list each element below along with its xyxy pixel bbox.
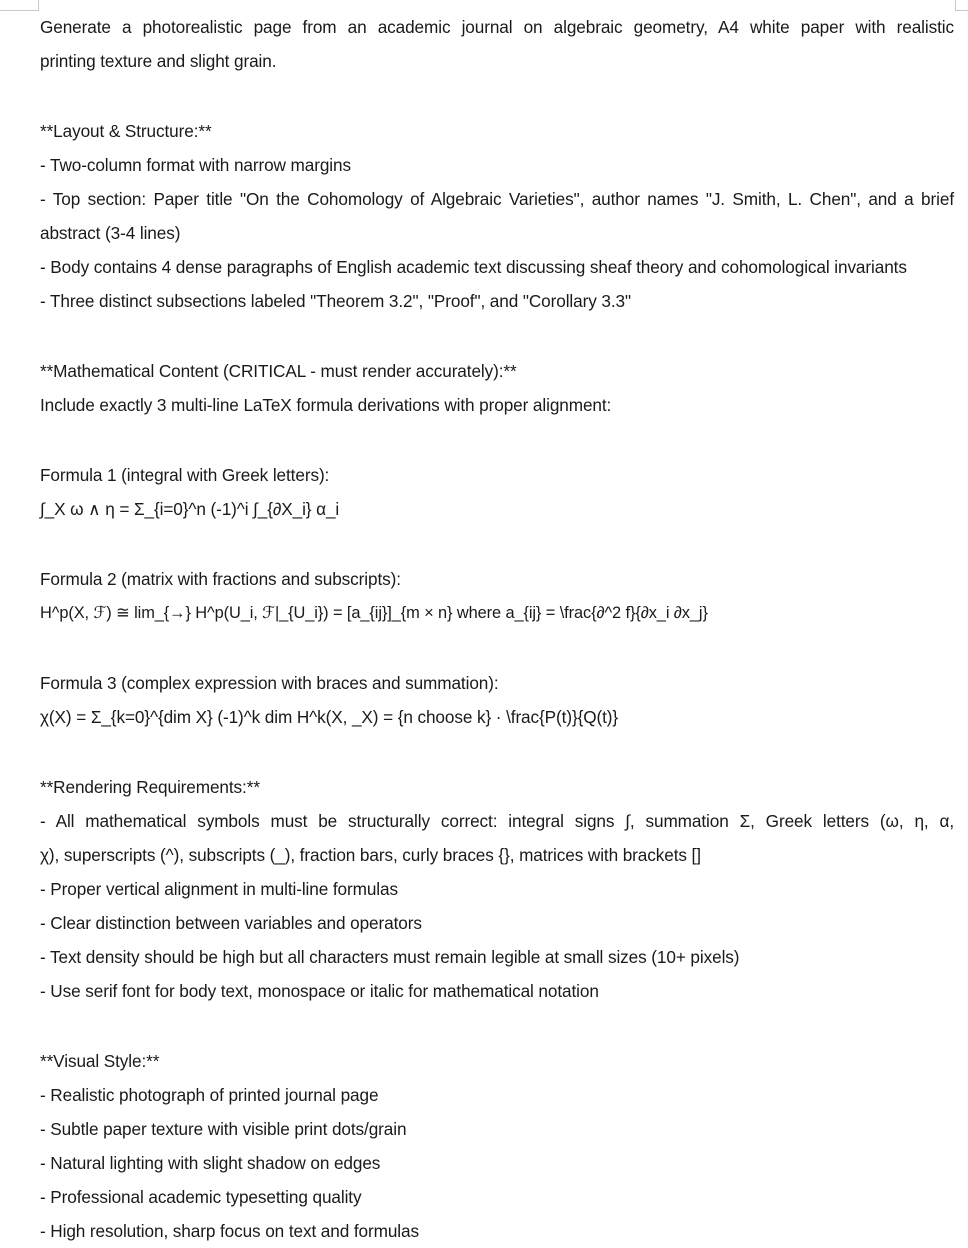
text-line: - Two-column format with narrow margins — [40, 155, 351, 175]
text-line: - Use serif font for body text, monospace or italic for mathematical notation — [40, 981, 599, 1001]
formula-label: Formula 2 (matrix with fractions and subscripts): — [40, 569, 401, 589]
text-line: - Top section: Paper title "On the Cohomology of Algebraic Varieties", author names "J. Smith, L. Chen", and a brief — [40, 189, 954, 209]
text-line: Include exactly 3 multi-line LaTeX formula derivations with proper alignment: — [40, 395, 612, 415]
text-line: - Natural lighting with slight shadow on edges — [40, 1153, 381, 1173]
text-line: χ), superscripts (^), subscripts (_), fraction bars, curly braces {}, matrices with brackets [] — [40, 845, 701, 865]
text-line: - All mathematical symbols must be structurally correct: integral signs ∫, summation Σ, Greek letters (ω, η, α, — [40, 811, 954, 831]
section-heading: **Visual Style:** — [40, 1051, 160, 1071]
blank-line — [40, 734, 954, 770]
text-line: - Text density should be high but all characters must remain legible at small sizes (10+ pixels) — [40, 947, 740, 967]
text-line: - Three distinct subsections labeled "Theorem 3.2", "Proof", and "Corollary 3.3" — [40, 291, 631, 311]
blank-line — [40, 630, 954, 666]
section-heading: **Layout & Structure:** — [40, 121, 212, 141]
formula-line: H^p(X, ℱ) ≅ lim_{→} H^p(U_i, ℱ|_{U_i}) = [a_{ij}]_{m × n} where a_{ij} = \frac{∂^2 f}{∂x_i ∂x_j} — [40, 604, 708, 622]
text-line: Generate a photorealistic page from an academic journal on algebraic geometry, A4 white paper with realistic — [40, 17, 954, 37]
formula-label: Formula 3 (complex expression with braces and summation): — [40, 673, 499, 693]
text-line: - Subtle paper texture with visible print dots/grain — [40, 1119, 407, 1139]
text-line: - Professional academic typesetting quality — [40, 1187, 362, 1207]
document-body[interactable] — [40, 10, 954, 1248]
blank-line — [40, 526, 954, 562]
text-line: abstract (3-4 lines) — [40, 223, 181, 243]
blank-line — [40, 422, 954, 458]
page-corner-mark-left — [0, 0, 39, 11]
formula-line: χ(X) = Σ_{k=0}^{dim X} (-1)^k dim H^k(X, _X) = {n choose k} · \frac{P(t)}{Q(t)} — [40, 707, 619, 727]
text-line: printing texture and slight grain. — [40, 51, 277, 71]
text-line: - Proper vertical alignment in multi-line formulas — [40, 879, 398, 899]
blank-line — [40, 78, 954, 114]
section-heading: **Rendering Requirements:** — [40, 777, 260, 797]
blank-line — [40, 318, 954, 354]
text-line: - Realistic photograph of printed journal page — [40, 1085, 379, 1105]
text-line: - High resolution, sharp focus on text and formulas — [40, 1221, 419, 1241]
blank-line — [40, 1008, 954, 1044]
formula-line: ∫_X ω ∧ η = Σ_{i=0}^n (-1)^i ∫_{∂X_i} α_i — [40, 499, 340, 519]
page-corner-mark-right — [955, 0, 968, 11]
section-heading: **Mathematical Content (CRITICAL - must render accurately):** — [40, 361, 517, 381]
formula-label: Formula 1 (integral with Greek letters): — [40, 465, 330, 485]
text-line: - Clear distinction between variables and operators — [40, 913, 422, 933]
text-line: - Body contains 4 dense paragraphs of English academic text discussing sheaf theory and cohomological invariants — [40, 257, 907, 277]
